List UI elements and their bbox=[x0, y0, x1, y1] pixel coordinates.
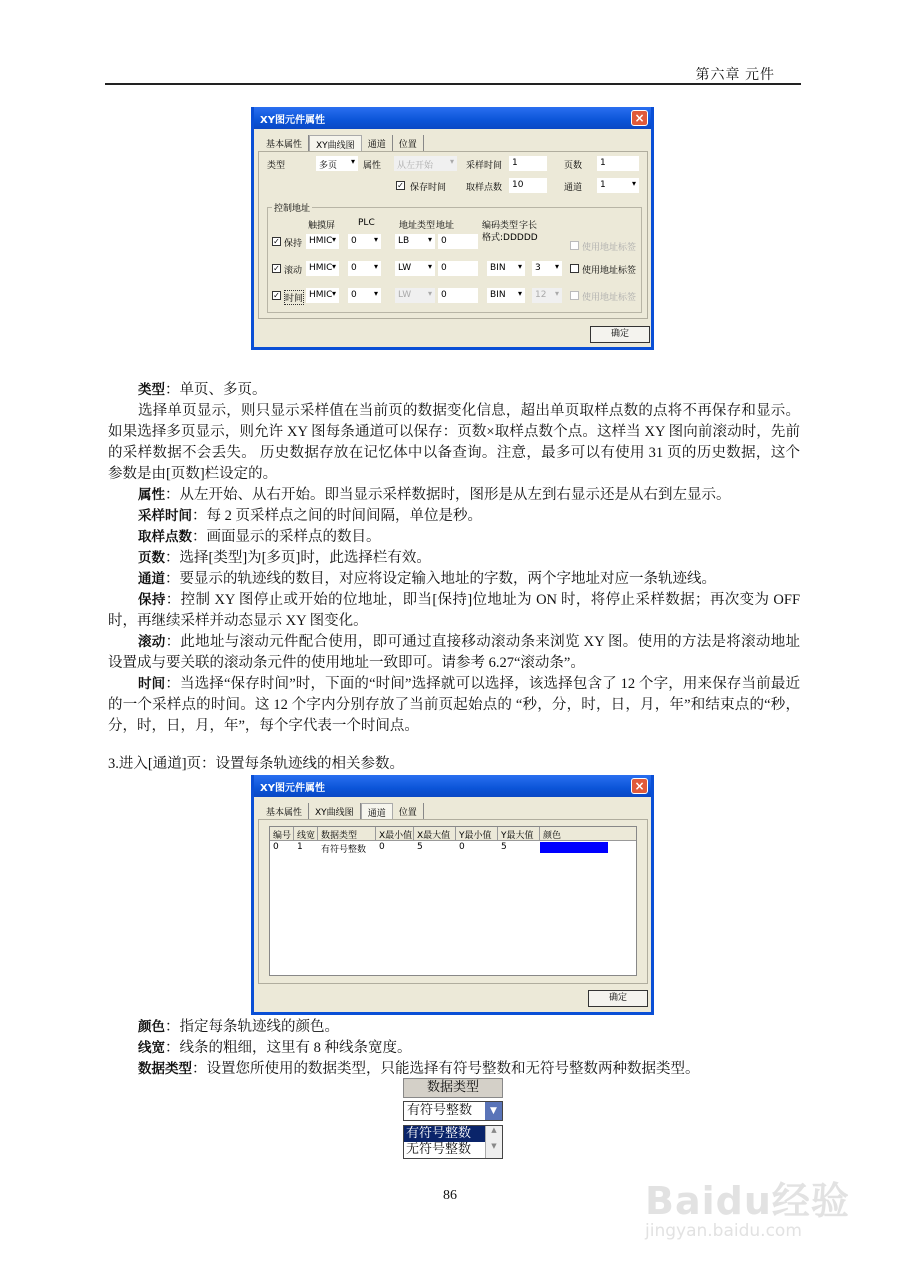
attr-value: 从左开始 bbox=[397, 161, 434, 171]
dialog-title: XY图元件属性 bbox=[260, 115, 325, 126]
scroll-plc-value: 0 bbox=[351, 263, 357, 273]
table-row[interactable] bbox=[270, 841, 636, 854]
scroll-tag-checkbox[interactable] bbox=[570, 264, 579, 273]
para-line-width bbox=[108, 1038, 800, 1059]
chevron-down-icon: ▾ bbox=[350, 157, 355, 166]
para-hold bbox=[108, 590, 800, 632]
chevron-down-icon: ▾ bbox=[331, 289, 336, 298]
col-encoding: 编码类型 bbox=[482, 221, 519, 231]
para-time bbox=[108, 674, 800, 737]
para-type bbox=[108, 380, 800, 401]
hold-addr-input[interactable]: 0 bbox=[438, 234, 478, 249]
scroll-encoding-select[interactable] bbox=[487, 261, 525, 276]
time-hmi-select[interactable] bbox=[306, 288, 339, 303]
time-tag-checkbox[interactable] bbox=[570, 291, 579, 300]
term-hold: 保持 bbox=[138, 592, 166, 608]
tab-channel[interactable]: 通道 bbox=[361, 803, 393, 819]
time-addr-type-select[interactable] bbox=[395, 288, 435, 303]
chevron-down-icon: ▾ bbox=[631, 179, 636, 188]
term-line-width: 线宽 bbox=[138, 1040, 165, 1056]
chapter-header: 第六章 元件 bbox=[695, 68, 775, 83]
col-plc: PLC bbox=[358, 218, 375, 228]
desc-attr: ：从左开始、从右开始。即当显示采样数据时，图形是从左到右显示还是从右到左显示。 bbox=[165, 487, 731, 503]
chevron-down-icon: ▾ bbox=[373, 235, 378, 244]
dialog-titlebar bbox=[254, 107, 651, 129]
option-signed[interactable]: 有符号整数 bbox=[404, 1126, 486, 1142]
para-data-type bbox=[108, 1059, 800, 1080]
time-hmi-value: HMIC bbox=[309, 290, 333, 300]
cell-line-width: 1 bbox=[297, 842, 303, 852]
para-channel bbox=[108, 569, 800, 590]
control-address-group bbox=[267, 204, 642, 313]
desc-type: ：单页、多页。 bbox=[165, 382, 267, 398]
chevron-down-icon: ▾ bbox=[427, 262, 432, 271]
scroll-tag-label: 使用地址标签 bbox=[582, 266, 637, 276]
term-pages: 页数 bbox=[138, 550, 165, 566]
sample-time-input[interactable]: 1 bbox=[509, 156, 547, 171]
time-checkbox[interactable]: ✓ bbox=[273, 291, 280, 300]
scroll-checkbox[interactable]: ✓ bbox=[273, 264, 280, 273]
tab-position[interactable]: 位置 bbox=[393, 135, 424, 151]
scroll-addr-type-select[interactable] bbox=[395, 261, 435, 276]
para-type-detail: 选择单页显示，则只显示采样值在当前页的数据变化信息，超出单页取样点数的点将不再保存和显示。如果选择多页显示，则允许 XY 图每条通道可以保存：页数×取样点数个点。这样当 XY 图向前滚动时，先前的采样数据不会丢失。 历史数据存放在记忆体中以备查询。注意，最多可以有使用 31 页的历史数据，这个参数是由[页数]栏设定的。 bbox=[108, 403, 800, 482]
channel-value: 1 bbox=[600, 180, 606, 190]
data-type-select[interactable] bbox=[403, 1101, 503, 1121]
time-label: 时间 bbox=[284, 290, 304, 305]
tab-channel[interactable]: 通道 bbox=[362, 135, 393, 151]
chevron-down-icon: ▾ bbox=[517, 262, 522, 271]
time-plc-value: 0 bbox=[351, 290, 357, 300]
scroll-hmi-value: HMIC bbox=[309, 263, 333, 273]
hold-plc-value: 0 bbox=[351, 236, 357, 246]
desc-scroll: ：此地址与滚动元件配合使用，即可通过直接移动滚动条来浏览 XY 图。使用的方法是将滚动地址设置成与要关联的滚动条元件的使用地址一致即可。请参考 6.27“滚动条”。 bbox=[108, 634, 801, 671]
data-type-options bbox=[403, 1125, 503, 1159]
chevron-down-icon: ▾ bbox=[331, 235, 336, 244]
dialog-title: XY图元件属性 bbox=[260, 783, 325, 794]
chevron-down-icon: ▾ bbox=[449, 157, 454, 166]
chevron-down-icon: ▾ bbox=[331, 262, 336, 271]
tab-basic[interactable]: 基本属性 bbox=[260, 135, 309, 151]
col-hmi: 触摸屏 bbox=[308, 221, 336, 231]
tab-xy-curve[interactable]: XY曲线图 bbox=[309, 803, 361, 819]
hold-checkbox[interactable]: ✓ bbox=[273, 237, 280, 246]
channel-select[interactable] bbox=[597, 178, 639, 193]
tab-xy-curve[interactable]: XY曲线图 bbox=[309, 135, 362, 151]
sample-count-input[interactable]: 10 bbox=[509, 178, 547, 193]
chevron-down-icon: ▾ bbox=[427, 235, 432, 244]
time-length-select[interactable] bbox=[532, 288, 562, 303]
col-x-max[interactable]: X最大值 bbox=[414, 827, 456, 840]
col-line-width[interactable]: 线宽 bbox=[294, 827, 318, 840]
group-title: 控制地址 bbox=[272, 201, 312, 214]
save-time-label: 保存时间 bbox=[410, 183, 447, 193]
close-icon[interactable]: × bbox=[631, 110, 648, 126]
time-addr-type-value: LW bbox=[398, 290, 412, 300]
pages-input[interactable]: 1 bbox=[597, 156, 639, 171]
para-attr bbox=[108, 485, 800, 506]
chevron-down-icon: ▾ bbox=[554, 262, 559, 271]
hold-hmi-value: HMIC bbox=[309, 236, 333, 246]
scroll-length-value: 3 bbox=[535, 263, 541, 273]
attr-select[interactable] bbox=[394, 156, 457, 171]
dialog-titlebar bbox=[254, 775, 651, 797]
chevron-down-icon: ▾ bbox=[554, 289, 559, 298]
chevron-down-icon: ▾ bbox=[427, 289, 432, 298]
desc-sample-count: ：画面显示的采样点的数目。 bbox=[192, 529, 381, 545]
desc-channel: ：要显示的轨迹线的数目，对应将设定输入地址的字数，两个字地址对应一条轨迹线。 bbox=[165, 571, 716, 587]
cell-id: 0 bbox=[273, 842, 279, 852]
term-scroll: 滚动 bbox=[138, 634, 166, 650]
time-addr-input[interactable]: 0 bbox=[438, 288, 478, 303]
col-id[interactable]: 编号 bbox=[270, 827, 294, 840]
data-type-dropdown-figure bbox=[403, 1078, 503, 1159]
scroll-plc-select[interactable] bbox=[348, 261, 381, 276]
cell-data-type: 有符号整数 bbox=[321, 845, 367, 855]
cell-y-min: 0 bbox=[459, 842, 465, 852]
attr-label: 属性 bbox=[363, 161, 382, 171]
desc-hold: ：控制 XY 图停止或开始的位地址，即当[保持]位地址为 ON 时，将停止采样数据；再次变为 OFF 时，再继续采样并动态显示 XY 图变化。 bbox=[108, 592, 801, 629]
ok-button[interactable]: 确定 bbox=[590, 326, 650, 343]
tab-strip bbox=[260, 803, 424, 819]
data-type-selected: 有符号整数 bbox=[407, 1103, 473, 1118]
watermark bbox=[645, 1170, 850, 1241]
col-data-type[interactable]: 数据类型 bbox=[318, 827, 376, 840]
hold-tag-label: 使用地址标签 bbox=[582, 243, 637, 253]
col-y-min[interactable]: Y最小值 bbox=[456, 827, 498, 840]
col-addr: 地址 bbox=[436, 221, 455, 231]
col-addr-type: 地址类型 bbox=[399, 221, 436, 231]
hold-addr-type-select[interactable] bbox=[395, 234, 435, 249]
data-type-header: 数据类型 bbox=[403, 1078, 503, 1098]
cell-y-max: 5 bbox=[501, 842, 507, 852]
desc-line-width: ：线条的粗细，这里有 8 种线条宽度。 bbox=[165, 1040, 412, 1056]
col-length: 字长 bbox=[519, 221, 538, 231]
cell-x-max: 5 bbox=[417, 842, 423, 852]
xy-properties-dialog-channel bbox=[251, 775, 654, 1015]
scroll-addr-type-value: LW bbox=[398, 263, 412, 273]
scrollbar[interactable]: ▲ ▼ bbox=[485, 1126, 502, 1158]
time-encoding-value: BIN bbox=[490, 290, 506, 300]
ok-button[interactable]: 确定 bbox=[588, 990, 648, 1007]
watermark-url: jingyan.baidu.com bbox=[645, 1221, 802, 1241]
scroll-length-select[interactable] bbox=[532, 261, 562, 276]
col-x-min[interactable]: X最小值 bbox=[376, 827, 414, 840]
chevron-down-icon: ▾ bbox=[517, 289, 522, 298]
pages-label: 页数 bbox=[564, 161, 583, 171]
hold-plc-select[interactable] bbox=[348, 234, 381, 249]
option-unsigned[interactable]: 无符号整数 bbox=[406, 1142, 472, 1157]
tab-position[interactable]: 位置 bbox=[393, 803, 424, 819]
hold-tag-checkbox[interactable] bbox=[570, 241, 579, 250]
chevron-down-icon: ▾ bbox=[373, 262, 378, 271]
sample-count-label: 取样点数 bbox=[466, 183, 503, 193]
term-data-type: 数据类型 bbox=[138, 1061, 192, 1077]
desc-sample-time: ：每 2 页采样点之间的时间间隔，单位是秒。 bbox=[192, 508, 482, 524]
para-scroll bbox=[108, 632, 800, 674]
type-select[interactable] bbox=[316, 156, 358, 171]
sample-time-label: 采样时间 bbox=[466, 161, 503, 171]
list-header bbox=[270, 827, 636, 841]
tab-panel bbox=[258, 151, 648, 319]
term-color: 颜色 bbox=[138, 1019, 165, 1035]
scroll-addr-input[interactable]: 0 bbox=[438, 261, 478, 276]
page-number: 86 bbox=[443, 1188, 457, 1203]
time-plc-select[interactable] bbox=[348, 288, 381, 303]
term-time: 时间 bbox=[138, 676, 166, 692]
xy-properties-dialog-curve bbox=[251, 107, 654, 350]
col-y-max[interactable]: Y最大值 bbox=[498, 827, 540, 840]
header-rule bbox=[105, 83, 801, 85]
chevron-down-icon[interactable]: ▼ bbox=[485, 1102, 502, 1120]
chevron-down-icon: ▾ bbox=[373, 289, 378, 298]
channel-list[interactable] bbox=[269, 826, 637, 976]
format-text: 格式:DDDDD bbox=[482, 233, 538, 243]
cell-x-min: 0 bbox=[379, 842, 385, 852]
close-icon[interactable]: × bbox=[631, 778, 648, 794]
watermark-logo: Baidu经验 bbox=[645, 1179, 850, 1223]
type-value: 多页 bbox=[319, 161, 338, 171]
desc-pages: ：选择[类型]为[多页]时，此选择栏有效。 bbox=[165, 550, 431, 566]
hold-label: 保持 bbox=[284, 239, 303, 249]
term-sample-count: 取样点数 bbox=[138, 529, 192, 545]
tab-strip bbox=[260, 135, 424, 151]
col-color[interactable]: 颜色 bbox=[543, 831, 562, 841]
type-label: 类型 bbox=[267, 161, 286, 171]
save-time-checkbox[interactable]: ✓ bbox=[397, 181, 404, 190]
para-color bbox=[108, 1017, 800, 1038]
channel-label: 通道 bbox=[564, 183, 583, 193]
term-attr: 属性 bbox=[138, 487, 165, 503]
tab-basic[interactable]: 基本属性 bbox=[260, 803, 309, 819]
time-encoding-select[interactable] bbox=[487, 288, 525, 303]
hold-hmi-select[interactable] bbox=[306, 234, 339, 249]
para-step3: 3.进入[通道]页：设置每条轨迹线的相关参数。 bbox=[108, 756, 405, 772]
tab-panel bbox=[258, 819, 648, 984]
time-tag-label: 使用地址标签 bbox=[582, 293, 637, 303]
cell-color-swatch bbox=[540, 842, 608, 853]
desc-data-type: ：设置您所使用的数据类型，只能选择有符号整数和无符号整数两种数据类型。 bbox=[192, 1061, 700, 1077]
time-length-value: 12 bbox=[535, 290, 547, 300]
para-pages bbox=[108, 548, 800, 569]
scroll-label: 滚动 bbox=[284, 266, 303, 276]
para-sample-time bbox=[108, 506, 800, 527]
hold-addr-type-value: LB bbox=[398, 236, 410, 246]
desc-time: ：当选择“保存时间”时，下面的“时间”选择就可以选择，该选择包含了 12 个字，用来保存当前最近的一个采样点的时间。这 12 个字内分别存放了当前页起始点的 “秒，分，时，日，月，年”和结束点的“秒，分，时，日，月，年”，每个字代表一个时间点。 bbox=[108, 676, 800, 734]
term-type: 类型 bbox=[138, 382, 165, 398]
para-sample-count bbox=[108, 527, 800, 548]
term-channel: 通道 bbox=[138, 571, 165, 587]
scroll-encoding-value: BIN bbox=[490, 263, 506, 273]
desc-color: ：指定每条轨迹线的颜色。 bbox=[165, 1019, 339, 1035]
term-sample-time: 采样时间 bbox=[138, 508, 192, 524]
scroll-hmi-select[interactable] bbox=[306, 261, 339, 276]
